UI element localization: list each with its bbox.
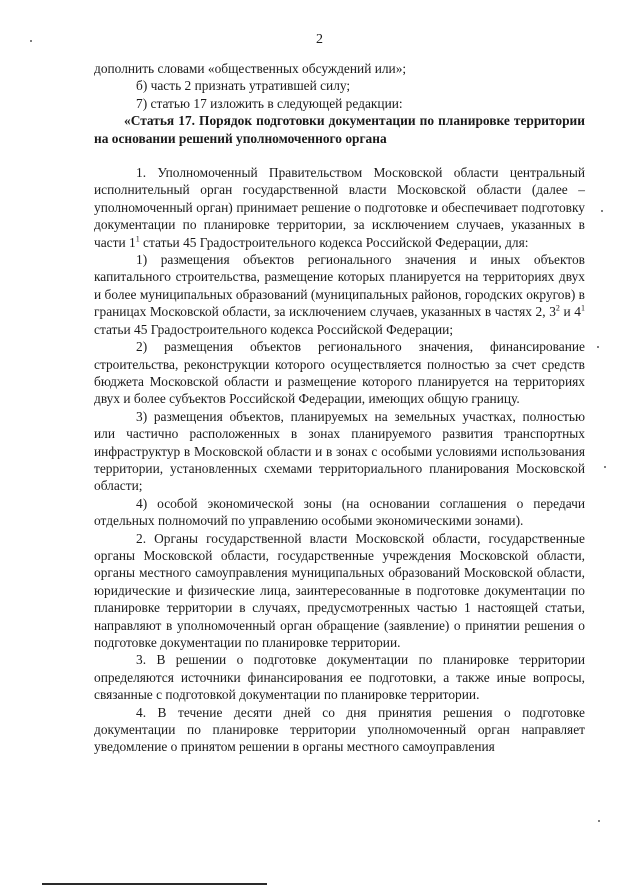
- paragraph-4: 4. В течение десяти дней со дня принятия решения о подготовке документации по планировке территории уполномоченный орган направляет уведомление о принятом решении в органы местного самоуправления: [94, 704, 585, 755]
- scan-speck: [597, 346, 599, 348]
- paragraph-2: 2. Органы государственной власти Московской области, государственные органы Московской области, государственные учреждения Московской области, органы местного самоуправления муниципальных образований Московской области, юридические и физические лица, заинтересованные в подготовке документации по планировке территории в случаях, предусмотренных частью 1 настоящей статьи, направляют в уполномоченный орган обращение (заявление) о принятии решения о подготовке документации по планировке территории.: [94, 530, 585, 650]
- paragraph-1: [94, 164, 585, 251]
- intro-line-2: б) часть 2 признать утратившей силу;: [136, 78, 351, 94]
- list-item-1: [94, 251, 585, 338]
- list-item-3: 3) размещения объектов, планируемых на земельных участках, полностью или частично расположенных в зонах планируемого развития транспортных инфраструктур в Московской области и в зонах с особыми условиями использования территории, установленных схемами территориального планирования Московской области;: [94, 408, 585, 494]
- scan-speck: [601, 210, 603, 212]
- superscript: 1: [581, 303, 585, 313]
- article-heading: «Статья 17. Порядок подготовки документации по планировке территории на основании решений уполномоченного органа: [94, 113, 585, 146]
- superscript: 2: [555, 303, 560, 313]
- paragraph-3: 3. В решении о подготовке документации по планировке территории определяются источники финансирования ее подготовки, а также иные вопросы, связанные с подготовкой документации по планировке территории.: [94, 652, 585, 703]
- superscript: 1: [135, 234, 140, 244]
- list-item-1-text: 1) размещения объектов регионального значения и иных объектов капитального строительства, размещение которых планируется на территориях двух и более муниципальных образований (муниципальных районов, городских округов) в границах Московской области, за исключением случаев, указанных в частях 2, 3: [94, 252, 585, 320]
- footer-rule: [42, 883, 267, 885]
- scan-speck: [604, 466, 606, 468]
- list-item-2: 2) размещения объектов регионального значения, финансирование строительства, реконструкции которого осуществляется полностью за счет средств бюджета Московской области и размещение которого планируется на территориях двух и более субъектов Российской Федерации, имеющих общую границу.: [94, 339, 585, 407]
- list-item-1-text-mid: и 4: [559, 304, 581, 320]
- scan-speck: [30, 40, 32, 42]
- scan-speck: [598, 820, 600, 822]
- list-item-1-text-end: статьи 45 Градостроительного кодекса Российской Федерации;: [94, 321, 454, 337]
- paragraph-1-text-end: статьи 45 Градостроительного кодекса Российской Федерации, для:: [139, 234, 529, 250]
- page-number: 2: [316, 32, 323, 47]
- intro-line-1: дополнить словами «общественных обсуждений или»;: [94, 61, 407, 76]
- intro-line-3: 7) статью 17 изложить в следующей редакции:: [136, 95, 403, 111]
- list-item-4: 4) особой экономической зоны (на основании соглашения о передачи отдельных полномочий по управлению особыми экономическими зонами).: [94, 495, 585, 529]
- paragraph-1-text: 1. Уполномоченный Правительством Московской области центральный исполнительный орган государственной власти Московской области (далее – уполномоченный орган) принимает решение о подготовке и обеспечивает подготовку документации по планировке территории, за исключением случаев, указанных в части 1: [94, 165, 585, 250]
- document-body: [94, 60, 585, 756]
